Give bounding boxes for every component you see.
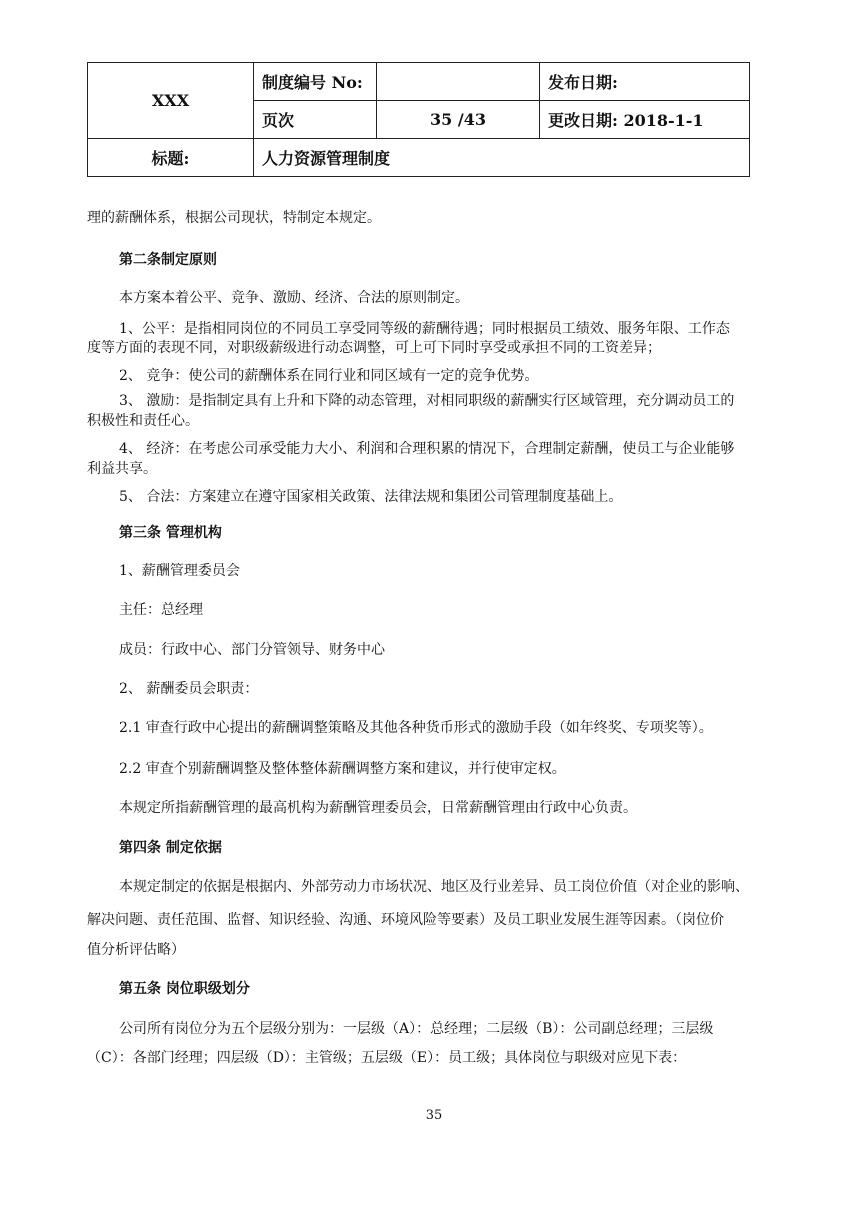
doc-no-label: 制度编号 No: (254, 63, 377, 101)
body-line: （C）：各部门经理；四层级（D）：主管级；五层级（E）：员工级；具体岗位与职级对应见下表： (87, 1050, 687, 1066)
document-header-table (87, 62, 750, 177)
body-line: 2、 薪酬委员会职责： (119, 681, 259, 697)
body-line: 本规定制定的依据是根据内、外部劳动力市场状况、地区及行业差异、员工岗位价值（对企业的影响、 (119, 879, 749, 895)
body-line: 理的薪酬体系，根据公司现状，特制定本规定。 (87, 210, 381, 226)
section-heading: 第五条 岗位职级划分 (119, 981, 250, 997)
body-line: 2.1 审查行政中心提出的薪酬调整策略及其他各种货币形式的激励手段（如年终奖、专项奖等）。 (119, 720, 713, 736)
body-line: 2.2 审查个别薪酬调整及整体整体薪酬调整方案和建议，并行使审定权。 (119, 761, 566, 777)
publish-date-label: 发布日期: (540, 63, 750, 101)
modified-date: 更改日期: 2018-1-1 (540, 101, 750, 139)
body-line: 4、 经济：在考虑公司承受能力大小、利润和合理积累的情况下，合理制定薪酬，使员工与企业能够 (119, 441, 735, 457)
section-heading: 第四条 制定依据 (119, 840, 222, 856)
body-line: 度等方面的表现不同，对职级薪级进行动态调整，可上可下同时享受或承担不同的工资差异； (87, 340, 661, 356)
body-line: 解决问题、责任范围、监督、知识经验、沟通、环境风险等要素）及员工职业发展生涯等因素。（岗位价 (87, 912, 724, 928)
body-line: 3、 激励：是指制定具有上升和下降的动态管理，对相同职级的薪酬实行区域管理，充分调动员工的 (119, 393, 735, 409)
body-line: 利益共享。 (87, 461, 157, 477)
body-line: 1、薪酬管理委员会 (119, 563, 240, 579)
body-line: 成员：行政中心、部门分管领导、财务中心 (119, 642, 385, 658)
title-label: 标题: (88, 139, 254, 177)
page-value: 35 /43 (377, 101, 540, 139)
doc-no-value (377, 63, 540, 101)
section-heading: 第二条制定原则 (119, 252, 217, 268)
section-heading: 第三条 管理机构 (119, 525, 222, 541)
body-line: 5、 合法：方案建立在遵守国家相关政策、法律法规和集团公司管理制度基础上。 (119, 489, 623, 505)
page-number: 35 (425, 1108, 443, 1123)
body-line: 1、公平：是指相同岗位的不同员工享受同等级的薪酬待遇；同时根据员工绩效、服务年限、工作态 (119, 321, 730, 337)
body-line: 本规定所指薪酬管理的最高机构为薪酬管理委员会，日常薪酬管理由行政中心负责。 (119, 800, 637, 816)
body-line: 本方案本着公平、竞争、激励、经济、合法的原则制定。 (119, 290, 469, 306)
document-title: 人力资源管理制度 (254, 139, 750, 177)
body-line: 值分析评估略） (87, 942, 185, 958)
body-line: 2、 竞争：使公司的薪酬体系在同行业和同区域有一定的竞争优势。 (119, 368, 539, 384)
company-name: XXX (88, 63, 254, 139)
body-line: 积极性和责任心。 (87, 413, 199, 429)
body-line: 公司所有岗位分为五个层级分别为：一层级（A）：总经理；二层级（B）：公司副总经理；三层级 (119, 1021, 714, 1037)
page-label: 页次 (254, 101, 377, 139)
body-line: 主任：总经理 (119, 602, 203, 618)
